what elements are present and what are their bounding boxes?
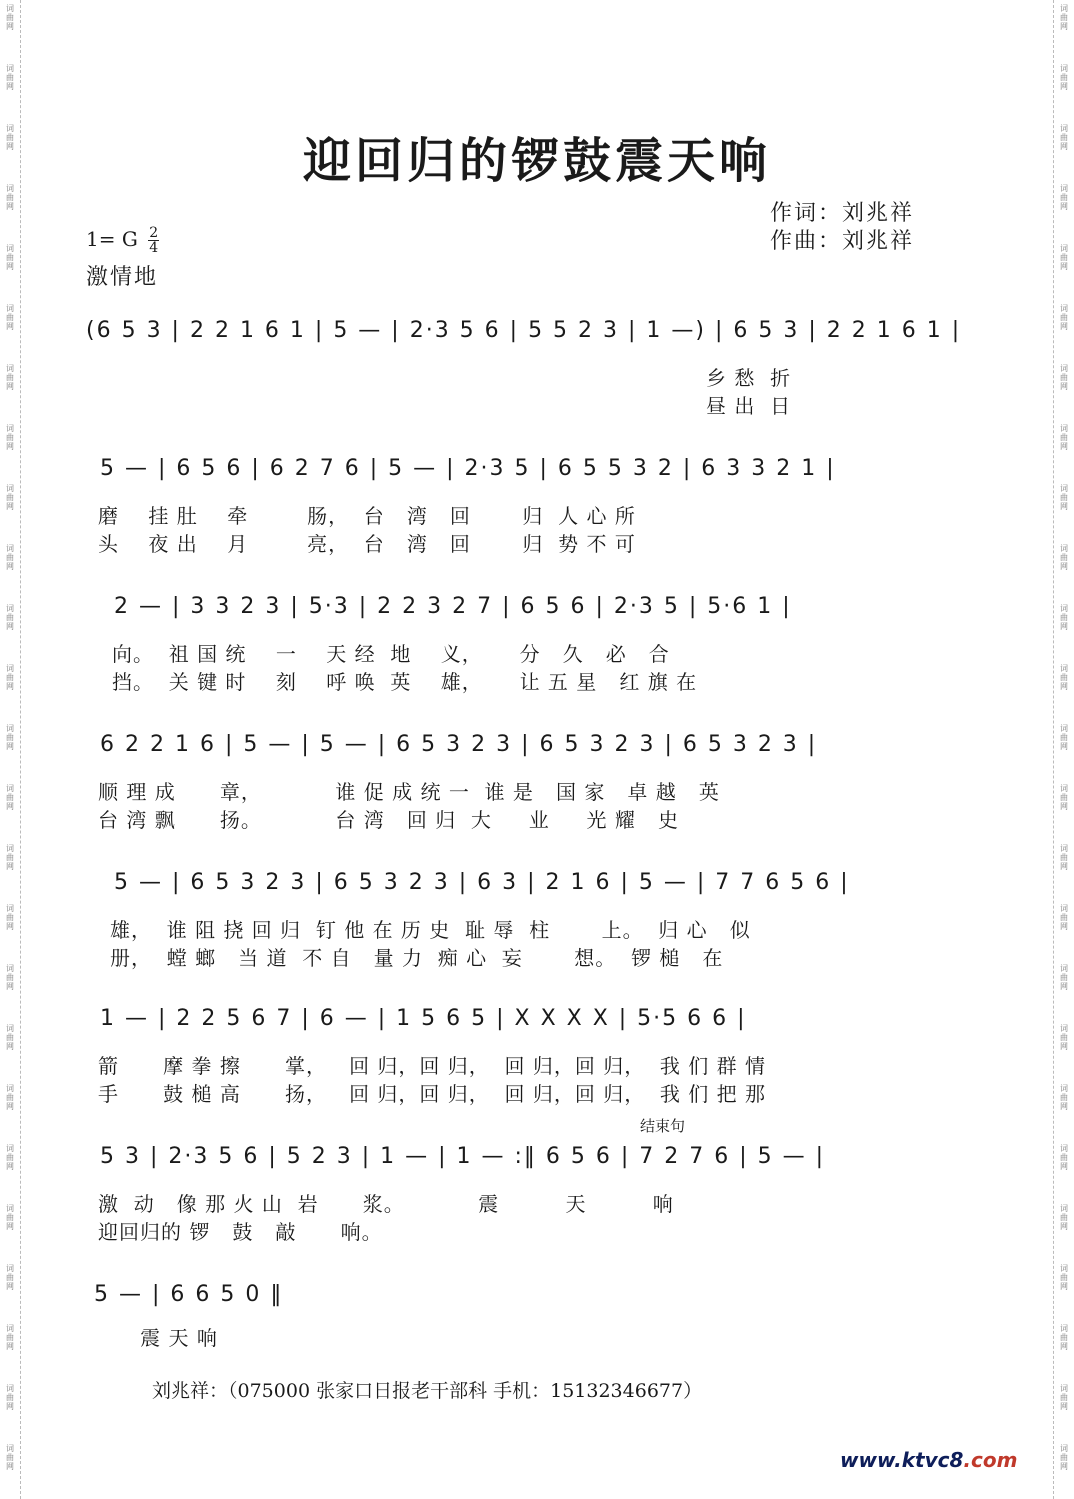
lyrics-verse-2: 挡。 关 键 时 刻 呼 唤 英 雄， 让 五 星 红 旗 在: [112, 670, 698, 694]
key-label: 1= G: [86, 227, 138, 251]
notation-line: 5 3 | 2·3 5 6 | 5 2 3 | 1 — | 1 — :‖ 6 5 6 | 7 2 7 6 | 5 — |: [100, 1144, 826, 1169]
watermark-text: 词 曲 网: [6, 1084, 14, 1111]
watermark-text: 词 曲 网: [6, 484, 14, 511]
watermark-text: 词 曲 网: [1060, 64, 1068, 91]
lyrics-verse-2: 迎回归的 锣 鼓 敲 响。: [98, 1220, 383, 1244]
watermark-text: 词 曲 网: [1060, 904, 1068, 931]
lyrics-verse-1: 乡 愁 折: [706, 366, 792, 390]
watermark-text: 词 曲 网: [1060, 364, 1068, 391]
watermark-text: 词 曲 网: [6, 304, 14, 331]
lyrics-verse-2: 台 湾 飘 扬。 台 湾 回 归 大 业 光 耀 史: [98, 808, 679, 832]
watermark-text: 词 曲 网: [1060, 784, 1068, 811]
lyrics-verse-1: 震 天 响: [96, 1326, 218, 1350]
time-sig-top: 2: [149, 225, 159, 241]
watermark-text: 词 曲 网: [6, 1144, 14, 1171]
watermark-text: 词 曲 网: [6, 1204, 14, 1231]
site-logo-suffix: .com: [963, 1448, 1018, 1472]
watermark-text: 词 曲 网: [6, 244, 14, 271]
watermark-text: 词 曲 网: [1060, 724, 1068, 751]
notation-line: 1 — | 2 2 5 6 7 | 6 — | 1 5 6 5 | X X X X | 5·5 6 6 |: [100, 1006, 747, 1031]
lyrics-verse-2: 头 夜 出 月 亮， 台 湾 回 归 势 不 可: [98, 532, 636, 556]
watermark-text: 词 曲 网: [6, 184, 14, 211]
lyrics-verse-1: 顺 理 成 章， 谁 促 成 统 一 谁 是 国 家 卓 越 英: [98, 780, 720, 804]
lyrics-verse-1: 雄， 谁 阻 挠 回 归 钉 他 在 历 史 耻 辱 柱 上。 归 心 似: [110, 918, 751, 942]
lyrics-verse-2: 册， 螳 螂 当 道 不 自 量 力 痴 心 妄 想。 锣 槌 在: [110, 946, 724, 970]
site-logo[interactable]: [840, 1448, 1017, 1472]
key-signature: [86, 226, 159, 255]
watermark-text: 词 曲 网: [6, 784, 14, 811]
watermark-text: 词 曲 网: [1060, 664, 1068, 691]
lyrics-verse-2: 手 鼓 槌 高 扬， 回 归，回 归， 回 归，回 归， 我 们 把 那: [98, 1082, 767, 1106]
site-logo-prefix: www.ktvc8: [840, 1448, 964, 1472]
lyricist-credit: 作词：刘兆祥: [770, 201, 915, 226]
watermark-text: 词 曲 网: [6, 724, 14, 751]
watermark-text: 词 曲 网: [1060, 1324, 1068, 1351]
watermark-text: 词 曲 网: [1060, 1264, 1068, 1291]
lyrics-verse-2: 昼 出 日: [706, 394, 792, 418]
watermark-text: 词 曲 网: [6, 1024, 14, 1051]
song-title: 迎回归的锣鼓震天响: [302, 133, 771, 189]
watermark-text: 词 曲 网: [1060, 1084, 1068, 1111]
time-signature: [148, 226, 159, 255]
lyrics-verse-1: 向。 祖 国 统 一 天 经 地 义， 分 久 必 合: [112, 642, 670, 666]
watermark-text: 词 曲 网: [6, 4, 14, 31]
watermark-text: 词 曲 网: [1060, 544, 1068, 571]
watermark-text: 词 曲 网: [1060, 1144, 1068, 1171]
notation-line: 5 — | 6 5 6 | 6 2 7 6 | 5 — | 2·3 5 | 6 5 5 3 2 | 6 3 3 2 1 |: [100, 456, 836, 481]
watermark-text: 词 曲 网: [1060, 244, 1068, 271]
watermark-text: 词 曲 网: [6, 64, 14, 91]
notation-line: 2 — | 3 3 2 3 | 5·3 | 2 2 3 2 7 | 6 5 6 | 2·3 5 | 5·6 1 |: [114, 594, 792, 619]
watermark-text: 词 曲 网: [6, 1444, 14, 1471]
watermark-text: 词 曲 网: [1060, 964, 1068, 991]
watermark-text: 词 曲 网: [1060, 844, 1068, 871]
lyrics-verse-1: 箭 摩 拳 擦 掌， 回 归，回 归， 回 归，回 归， 我 们 群 情: [98, 1054, 767, 1078]
composer-credit: 作曲：刘兆祥: [770, 229, 915, 254]
watermark-text: 词 曲 网: [6, 1324, 14, 1351]
notation-line: (6 5 3 | 2 2 1 6 1 | 5 — | 2·3 5 6 | 5 5 2 3 | 1 —) | 6 5 3 | 2 2 1 6 1 |: [86, 318, 962, 343]
watermark-text: 词 曲 网: [1060, 424, 1068, 451]
notation-line: 5 — | 6 6 5 0 ‖: [94, 1282, 284, 1307]
watermark-text: 词 曲 网: [1060, 1204, 1068, 1231]
watermark-text: 词 曲 网: [6, 964, 14, 991]
watermark-text: 词 曲 网: [1060, 4, 1068, 31]
watermark-text: 词 曲 网: [6, 844, 14, 871]
time-sig-bottom: 4: [149, 240, 159, 256]
watermark-text: 词 曲 网: [6, 1384, 14, 1411]
watermark-text: 词 曲 网: [1060, 184, 1068, 211]
notation-line: 5 — | 6 5 3 2 3 | 6 5 3 2 3 | 6 3 | 2 1 6 | 5 — | 7 7 6 5 6 |: [114, 870, 850, 895]
watermark-text: 词 曲 网: [1060, 1024, 1068, 1051]
lyrics-verse-1: 磨 挂 肚 牵 肠， 台 湾 回 归 人 心 所: [98, 504, 636, 528]
contact-footer: 刘兆祥：（075000 张家口日报老干部科 手机：15132346677）: [152, 1380, 703, 1402]
watermark-text: 词 曲 网: [6, 1264, 14, 1291]
watermark-text: 词 曲 网: [6, 904, 14, 931]
lyrics-verse-1: 激 动 像 那 火 山 岩 浆。 震 天 响: [98, 1192, 674, 1216]
notation-line: 6 2 2 1 6 | 5 — | 5 — | 6 5 3 2 3 | 6 5 3 2 3 | 6 5 3 2 3 |: [100, 732, 818, 757]
watermark-text: 词 曲 网: [6, 544, 14, 571]
watermark-text: 词 曲 网: [1060, 1384, 1068, 1411]
watermark-text: 词 曲 网: [1060, 124, 1068, 151]
watermark-text: 词 曲 网: [1060, 304, 1068, 331]
watermark-text: 词 曲 网: [6, 424, 14, 451]
tempo-marking: 激情地: [86, 265, 159, 290]
watermark-text: 词 曲 网: [6, 604, 14, 631]
watermark-text: 词 曲 网: [6, 664, 14, 691]
end-phrase-label: 结束句: [640, 1117, 686, 1135]
watermark-text: 词 曲 网: [6, 364, 14, 391]
watermark-text: 词 曲 网: [1060, 484, 1068, 511]
watermark-text: 词 曲 网: [6, 124, 14, 151]
watermark-text: 词 曲 网: [1060, 604, 1068, 631]
watermark-text: 词 曲 网: [1060, 1444, 1068, 1471]
